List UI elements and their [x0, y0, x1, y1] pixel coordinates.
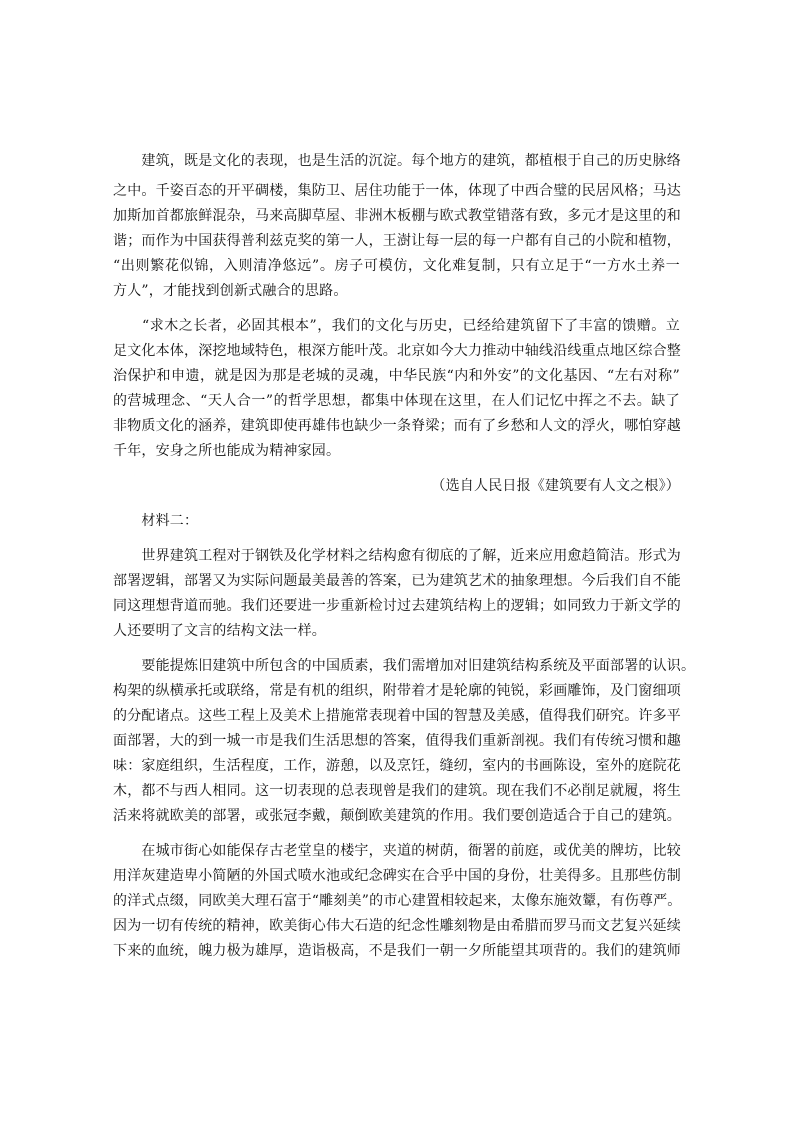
text-line: 方人”，才能找到创新式融合的思路。	[113, 283, 348, 299]
text-line: 治保护和申遗，就是因为那是老城的灵魂，中华民族“内和外安”的文化基因、“左右对称”	[113, 368, 680, 384]
text-line: 足文化本体，深挖地域特色，根深方能叶茂。北京如今大力推动中轴线沿线重点地区综合整	[113, 343, 681, 359]
text-line: 味：家庭组织，生活程度，工作，游憩，以及烹饪，缝纫，室内的书画陈设，室外的庭院花	[113, 758, 681, 774]
text-line: 建筑，既是文化的表现，也是生活的沉淀。每个地方的建筑，都植根于自己的历史脉络	[113, 153, 681, 169]
text-line: 的营城理念、“天人合一”的哲学思想，都集中体现在这里，在人们记忆中挥之不去。缺了	[113, 393, 680, 409]
text-line: 的分配诸点。这些工程上及美术上措施常表现着中国的智慧及美感，值得我们研究。许多平	[113, 708, 681, 724]
text-line: 的洋式点缀，同欧美大理石富于“雕刻美”的市心建置相较起来，太像东施效颦，有伤尊严。	[113, 893, 682, 909]
text-line: 世界建筑工程对于钢铁及化学材料之结构愈有彻底的了解，近来应用愈趋简洁。形式为	[113, 548, 681, 564]
text-line: 要能提炼旧建筑中所包含的中国质素，我们需增加对旧建筑结构系统及平面部署的认识。	[113, 658, 696, 674]
text-line: 部署逻辑，部署又为实际问题最美最善的答案，已为建筑艺术的抽象理想。今后我们自不能	[113, 573, 681, 589]
text-line: 非物质文化的涵养，建筑即使再雄伟也缺少一条脊梁；而有了乡愁和人文的浮火，哪怕穿越	[113, 418, 681, 434]
source-citation: （选自人民日报《建筑要有人文之根》）	[431, 478, 680, 494]
text-line: “出则繁花似锦，入则清净悠远”。房子可模仿，文化难复制，只有立足于“一方水土养一	[113, 258, 680, 274]
text-line: 同这理想背道而驰。我们还要进一步重新检讨过去建筑结构上的逻辑；如同致力于新文学的	[113, 598, 681, 614]
section-heading: 材料二：	[113, 513, 199, 529]
text-line: 木，都不与西人相同。这一切表现的总表现曾是我们的建筑。现在我们不必削足就履，将生	[113, 783, 681, 799]
text-line: 下来的血统，魄力极为雄厚，造诣极高，不是我们一朝一夕所能望其项背的。我们的建筑师	[113, 943, 681, 959]
text-line: 在城市街心如能保存古老堂皇的楼宇，夹道的树荫，衙署的前庭，或优美的牌坊，比较	[113, 843, 681, 859]
text-line: 用洋灰建造卑小简陋的外国式喷水池或纪念碑实在合乎中国的身份，壮美得多。且那些仿制	[113, 868, 681, 884]
text-line: “求木之长者，必固其根本”，我们的文化与历史，已经给建筑留下了丰富的馈赠。立	[113, 318, 680, 334]
text-line: 构架的纵横承托或联络，常是有机的组织，附带着才是轮廓的钝锐，彩画雕饰，及门窗细项	[113, 683, 681, 699]
text-line: 因为一切有传统的精神，欧美街心伟大石造的纪念性雕刻物是由希腊而罗马而文艺复兴延续	[113, 918, 681, 934]
text-line: 面部署，大的到一城一市是我们生活思想的答案，值得我们重新剖视。我们有传统习惯和趣	[113, 733, 681, 749]
text-line: 千年，安身之所也能成为精神家园。	[113, 443, 341, 459]
text-line: 人还要明了文言的结构文法一样。	[113, 623, 326, 639]
text-line: 谐；而作为中国获得普利兹克奖的第一人，王澍让每一层的每一户都有自己的小院和植物，	[113, 233, 681, 249]
text-line: 活来将就欧美的部署，或张冠李戴，颠倒欧美建筑的作用。我们要创造适合于自己的建筑。	[113, 808, 681, 824]
text-line: 之中。千姿百态的开平碉楼，集防卫、居住功能于一体，体现了中西合璧的民居风格；马达	[113, 183, 681, 199]
text-line: 加斯加首都旅鲜混杂，马来高脚草屋、非洲木板棚与欧式教堂错落有致，多元才是这里的和	[113, 208, 681, 224]
